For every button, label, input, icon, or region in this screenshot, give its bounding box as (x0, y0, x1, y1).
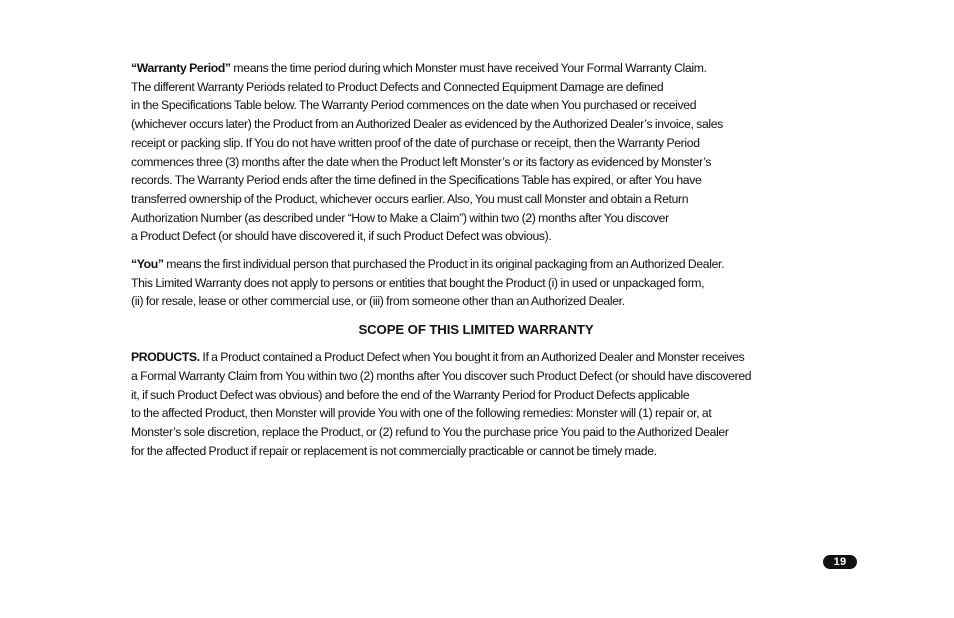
text-line: to the affected Product, then Monster will provide You with one of the following remedies: Monster will (1) repair or, at (131, 406, 712, 421)
text-line: Monster’s sole discretion, replace the Product, or (2) refund to You the purchase price You paid to the Authorized Dealer (131, 424, 729, 439)
section-heading: SCOPE OF THIS LIMITED WARRANTY (358, 322, 594, 338)
definition-text: means the time period during which Monster must have received Your Formal Warranty Claim. (230, 61, 707, 75)
paragraph-gap (131, 246, 831, 255)
text-line: commences three (3) months after the date when the Product left Monster’s or its factory as evidenced by Monster’s (131, 154, 712, 169)
text-line: for the affected Product if repair or replacement is not commercially practicable or cannot be timely made. (131, 443, 657, 458)
text-line (131, 255, 821, 274)
run-in-heading-products: PRODUCTS. (131, 350, 200, 365)
text-line: This Limited Warranty does not apply to persons or entities that bought the Product (i) in used or unpackaged form, (131, 275, 705, 290)
definition-text: means the first individual person that purchased the Product in its original packaging from an Authorized Dealer. (163, 257, 725, 272)
defined-term-you: “You” (131, 257, 164, 272)
you-definition (131, 255, 821, 311)
text-line: Authorization Number (as described under “How to Make a Claim”) within two (2) months after You discover (131, 210, 669, 225)
text-line: a Product Defect (or should have discovered it, if such Product Defect was obvious). (131, 229, 552, 244)
products-paragraph (131, 348, 821, 460)
paragraph-gap (131, 311, 831, 320)
warranty-period-definition (131, 59, 821, 246)
text-line: it, if such Product Defect was obvious) and before the end of the Warranty Period for Product Defects applicable (131, 387, 690, 402)
text-line: (ii) for resale, lease or other commercial use, or (iii) from someone other than an Authorized Dealer. (131, 294, 625, 309)
text-line: receipt or packing slip. If You do not have written proof of the date of purchase or receipt, then the Warranty Period (131, 135, 700, 150)
defined-term-warranty-period: “Warranty Period” (131, 61, 231, 75)
paragraph-text: If a Product contained a Product Defect when You bought it from an Authorized Dealer and Monster receives (199, 350, 745, 365)
text-line: transferred ownership of the Product, whichever occurs earlier. Also, You must call Monster and obtain a Return (131, 191, 689, 206)
text-line (131, 59, 821, 78)
text-line: in the Specifications Table below. The Warranty Period commences on the date when You purchased or received (131, 98, 697, 113)
text-line (131, 348, 821, 367)
text-line: (whichever occurs later) the Product from an Authorized Dealer as evidenced by the Authorized Dealer’s invoice, sales (131, 117, 723, 132)
page-number: 19 (823, 555, 857, 569)
text-line: records. The Warranty Period ends after the time defined in the Specifications Table has expired, or after You have (131, 173, 702, 188)
text-line: a Formal Warranty Claim from You within two (2) months after You discover such Product Defect (or should have discovered (131, 368, 752, 383)
document-page (131, 59, 831, 460)
text-line: The different Warranty Periods related to Product Defects and Connected Equipment Damage are defined (131, 79, 664, 94)
